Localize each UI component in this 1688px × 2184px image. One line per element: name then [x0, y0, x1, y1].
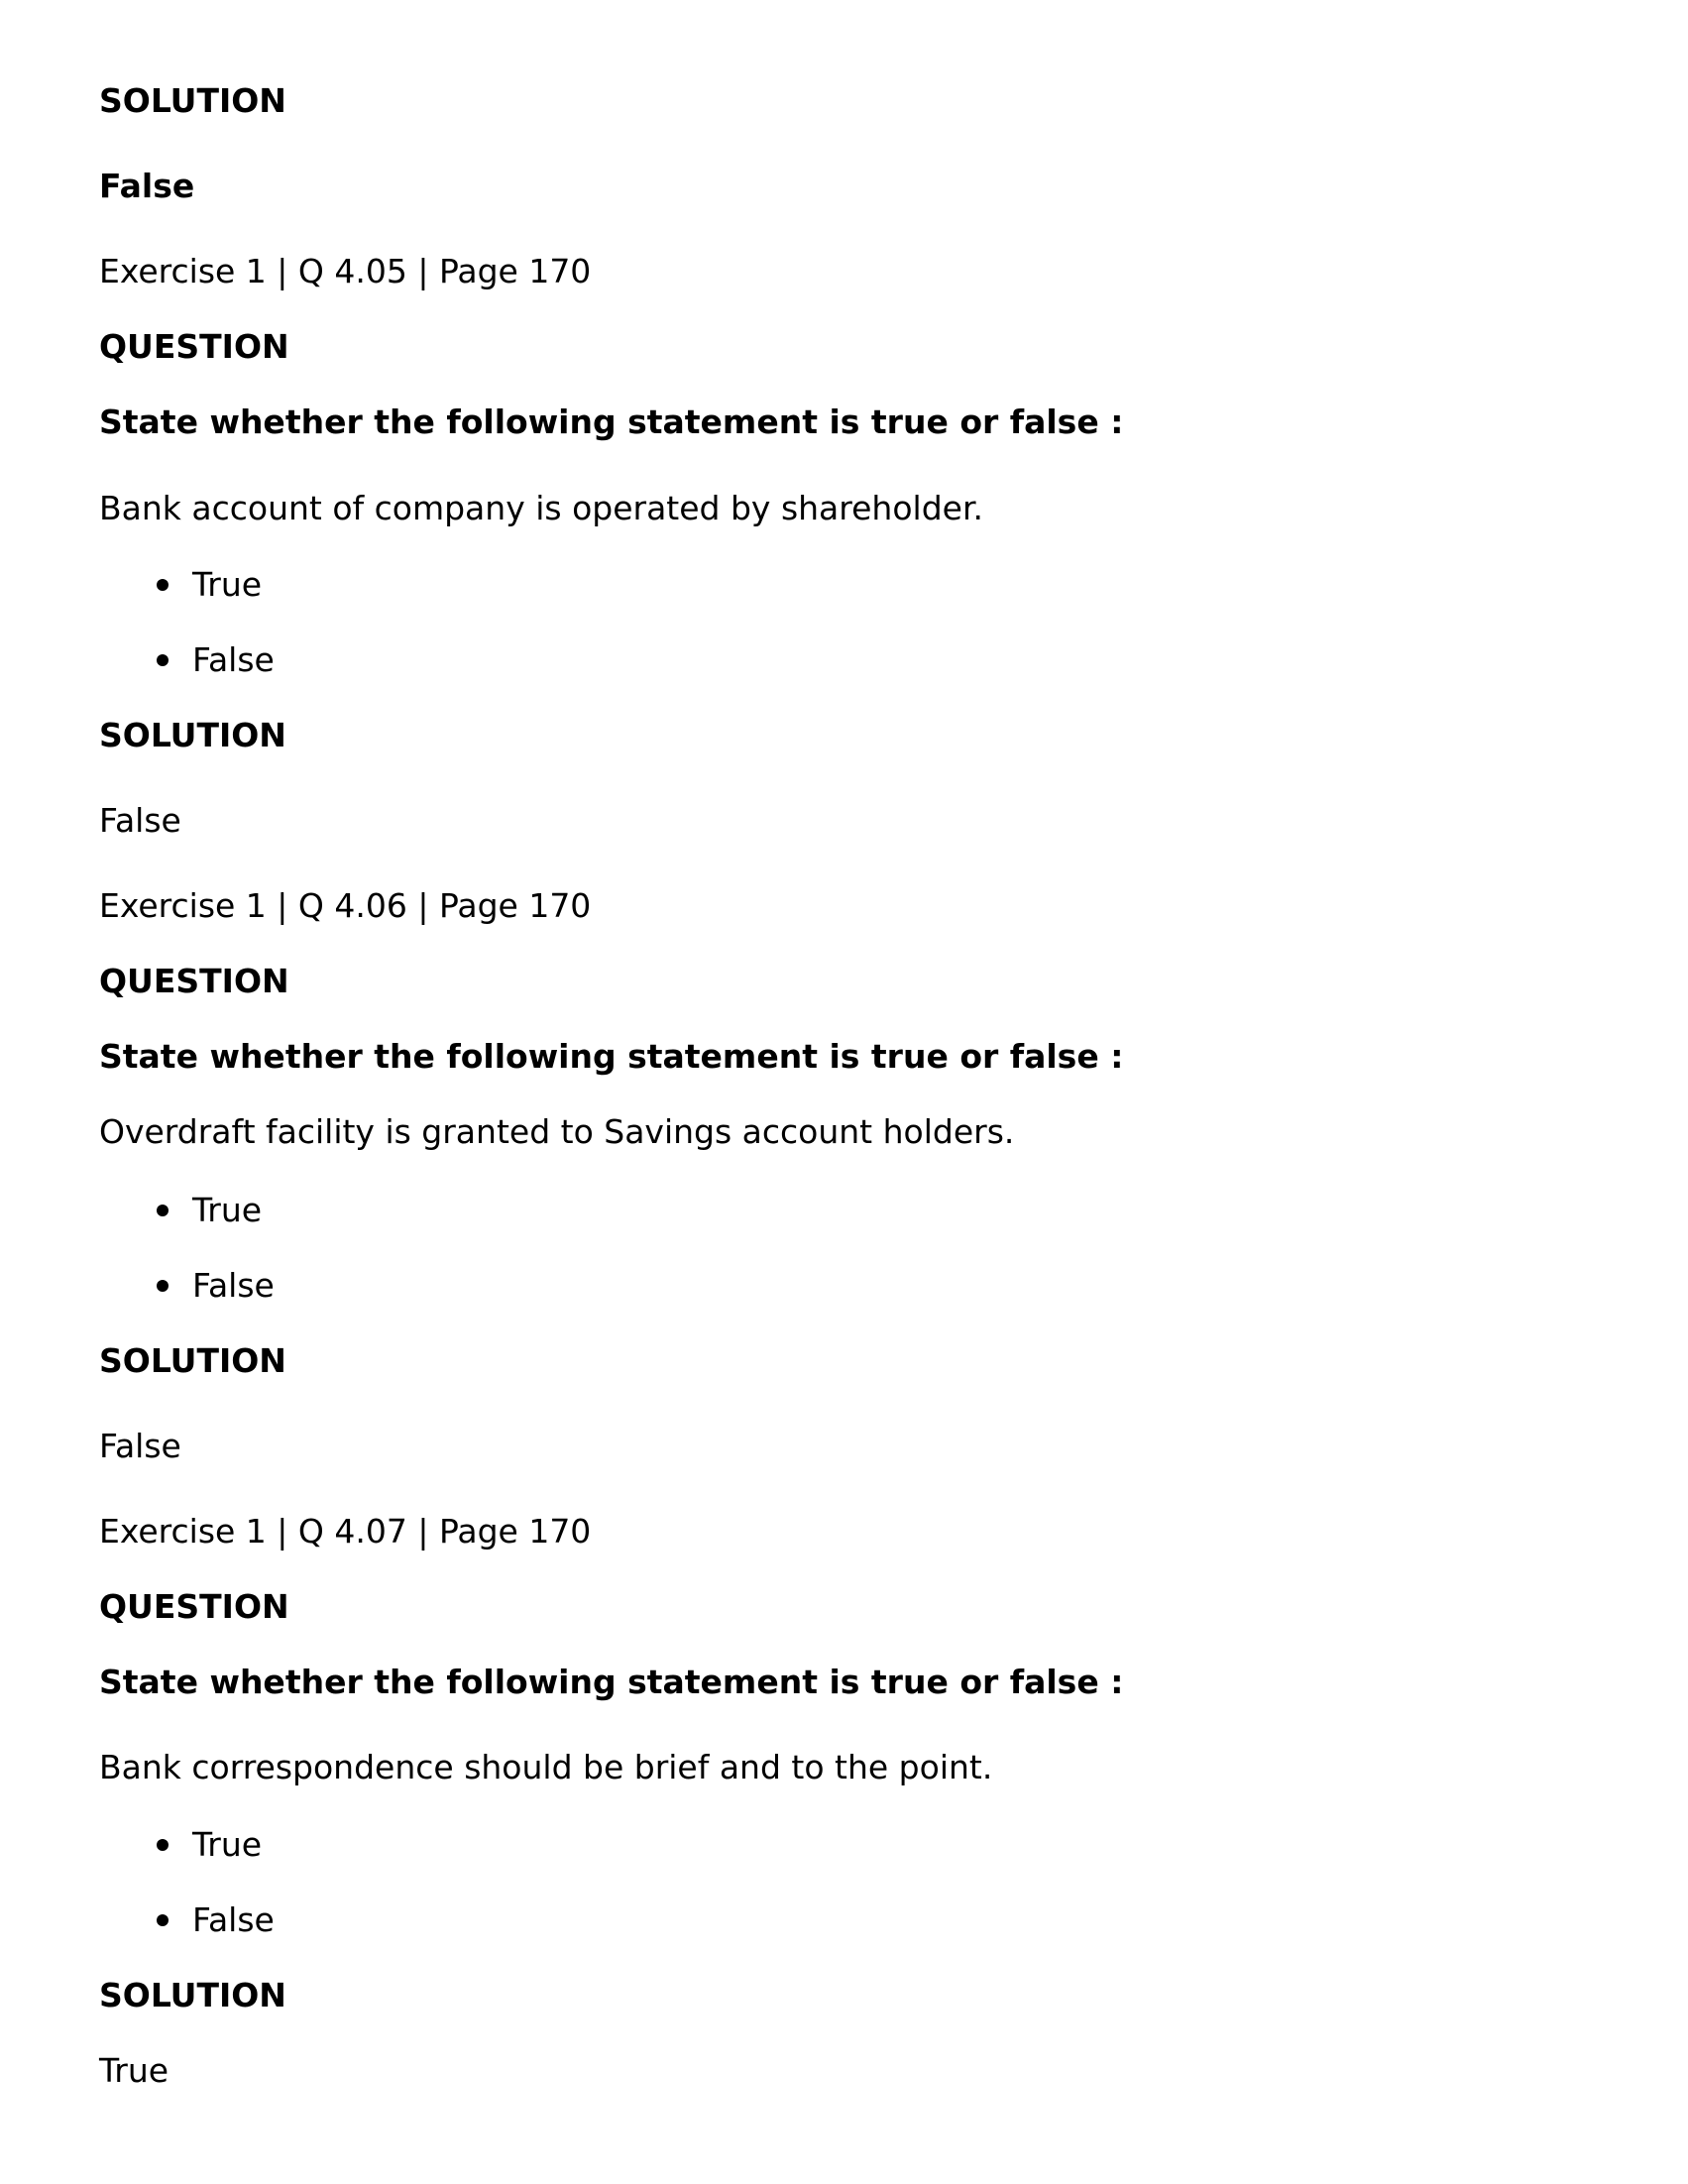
- question-statement: Bank account of company is operated by shareholder.: [99, 489, 983, 527]
- question-heading: QUESTION: [99, 1587, 289, 1626]
- option-true: True: [192, 1825, 263, 1864]
- question-prompt: State whether the following statement is true or false :: [99, 1663, 1124, 1701]
- question-heading: QUESTION: [99, 962, 289, 1000]
- question-reference: Exercise 1 | Q 4.05 | Page 170: [99, 252, 592, 290]
- question-reference: Exercise 1 | Q 4.06 | Page 170: [99, 886, 592, 925]
- question-reference: Exercise 1 | Q 4.07 | Page 170: [99, 1512, 592, 1551]
- solution-answer: True: [99, 2051, 169, 2090]
- question-heading: QUESTION: [99, 327, 289, 366]
- solution-heading: SOLUTION: [99, 81, 286, 120]
- option-true: True: [192, 565, 263, 604]
- solution-answer: False: [99, 167, 195, 205]
- option-false: False: [192, 1900, 275, 1939]
- question-statement: Overdraft facility is granted to Savings account holders.: [99, 1112, 1015, 1151]
- bullet-icon: [157, 1914, 169, 1926]
- option-true: True: [192, 1191, 263, 1229]
- option-false: False: [192, 640, 275, 679]
- bullet-icon: [157, 1205, 169, 1216]
- bullet-icon: [157, 1839, 169, 1851]
- option-false: False: [192, 1266, 275, 1305]
- bullet-icon: [157, 579, 169, 591]
- bullet-icon: [157, 1280, 169, 1292]
- solution-answer: False: [99, 801, 181, 840]
- bullet-icon: [157, 654, 169, 666]
- question-prompt: State whether the following statement is true or false :: [99, 1037, 1124, 1076]
- question-statement: Bank correspondence should be brief and to the point.: [99, 1748, 993, 1786]
- solution-heading: SOLUTION: [99, 1341, 286, 1380]
- solution-heading: SOLUTION: [99, 1976, 286, 2014]
- question-prompt: State whether the following statement is true or false :: [99, 402, 1124, 441]
- solution-answer: False: [99, 1427, 181, 1465]
- solution-heading: SOLUTION: [99, 716, 286, 754]
